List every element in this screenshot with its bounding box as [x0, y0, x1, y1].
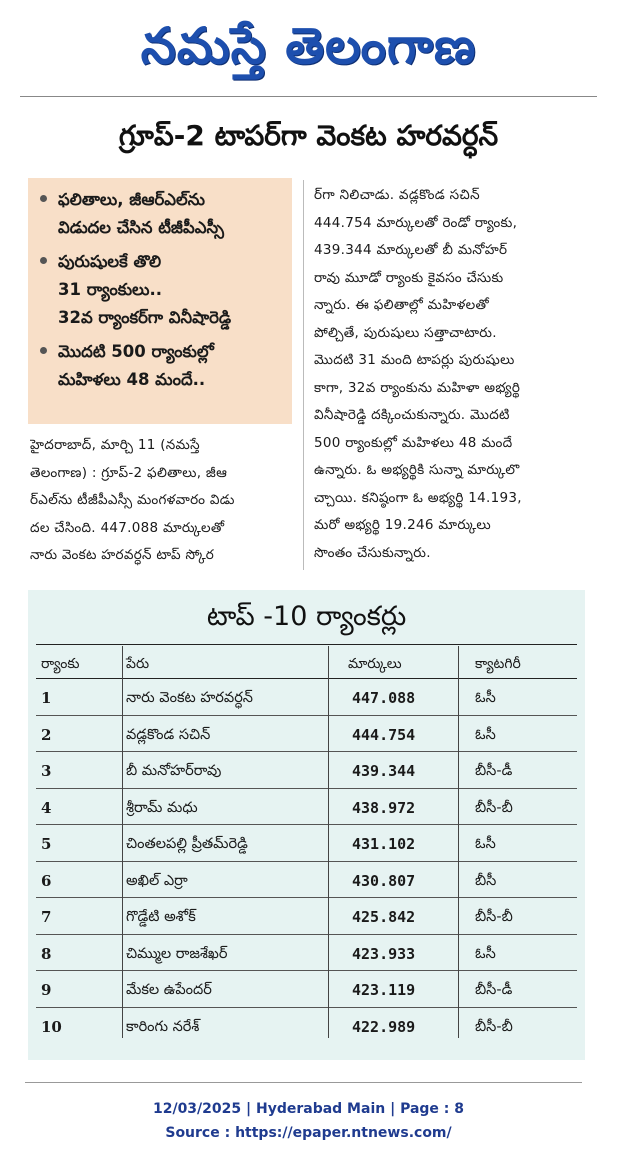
category-cell: బీసీ-డీ	[475, 982, 513, 998]
marks-cell: 425.842	[352, 908, 416, 926]
column-divider	[303, 180, 304, 570]
body-line: ఉన్నారు. ఓ అభ్యర్థికి సున్నా మార్కులొ	[314, 462, 520, 478]
table-row-rule	[36, 788, 577, 789]
name-cell: బీ మనోహర్‌రావు	[126, 763, 222, 779]
body-line: పోల్చితే, పురుషులు సత్తాచాటారు.	[314, 324, 497, 341]
table-column-divider	[458, 646, 459, 1038]
body-line: దల చేసింది. 447.088 మార్కులతో	[30, 519, 225, 536]
body-line: కాగా, 32వ ర్యాంకును మహిళా అభ్యర్థి	[314, 379, 521, 396]
marks-cell: 439.344	[352, 762, 416, 780]
rank-cell: 4	[41, 798, 52, 817]
highlight-line: 32వ ర్యాంకర్‌గా వినీషారెడ్డి	[58, 308, 232, 327]
article-body-right	[314, 182, 599, 567]
masthead-logo: నమస్తే తెలంగాణ	[140, 16, 477, 75]
rank-cell: 3	[41, 762, 52, 780]
table-row-rule	[36, 751, 577, 752]
highlight-item	[40, 248, 284, 332]
category-cell: బీసీ-బీ	[475, 799, 513, 816]
highlights-box	[28, 178, 292, 424]
category-cell: బీసీ-బీ	[475, 909, 513, 925]
body-line: 444.754 మార్కులతో రెండో ర్యాంకు,	[314, 214, 518, 231]
masthead-divider	[20, 96, 597, 97]
name-cell: శ్రీరామ్ మధు	[126, 799, 198, 816]
body-line: సొంతం చేసుకున్నారు.	[314, 544, 431, 561]
body-line: మరో అభ్యర్థి 19.246 మార్కులు	[314, 517, 491, 533]
name-cell: చిమ్ముల రాజశేఖర్	[126, 945, 228, 962]
body-line: వినీషారెడ్డి దక్కించుకున్నారు. మొదటి	[314, 407, 510, 423]
table-row-rule	[36, 897, 577, 898]
bullet-icon	[40, 347, 47, 354]
footer-divider	[25, 1082, 582, 1083]
footer-date-edition: 12/03/2025 | Hyderabad Main | Page : 8	[152, 1101, 465, 1117]
table-column-divider	[122, 646, 123, 1038]
table-header-cell: ర్యాంకు	[41, 656, 80, 672]
category-cell: ఓసీ	[475, 836, 496, 852]
table-row-rule	[36, 1007, 577, 1008]
rank-cell: 10	[41, 1017, 62, 1036]
marks-cell: 430.807	[352, 871, 416, 890]
highlight-line: విడుదల చేసిన టీజీపీఎస్సీ	[58, 218, 225, 237]
body-line: 500 ర్యాంకుల్లో మహిళలు 48 మందే	[314, 434, 513, 451]
table-row-rule	[36, 824, 577, 825]
marks-cell: 423.933	[352, 944, 416, 963]
name-cell: అఖిల్ ఎర్రా	[126, 872, 188, 889]
name-cell: గొడ్డేటి అశోక్	[126, 909, 196, 925]
bullet-icon	[40, 257, 47, 264]
marks-cell: 422.989	[352, 1017, 416, 1036]
highlight-item	[40, 186, 284, 242]
table-header-cell: పేరు	[126, 656, 150, 672]
category-cell: ఓసీ	[475, 726, 496, 743]
name-cell: చింతలపల్లి ప్రీతమ్‌రెడ్డి	[126, 836, 248, 852]
rank-cell: 6	[41, 871, 52, 890]
category-cell: బీసీ-బీ	[475, 1018, 513, 1035]
category-cell: ఓసీ	[475, 690, 496, 706]
name-cell: కారింగు నరేశ్	[126, 1018, 200, 1035]
name-cell: నారు వెంకట హరవర్ధన్	[126, 690, 253, 706]
highlight-line: 31 ర్యాంకులు..	[58, 280, 162, 299]
rank-cell: 1	[41, 689, 52, 707]
table-header-cell: క్యాటగిరీ	[475, 656, 521, 672]
article-body-left	[30, 432, 292, 570]
table-title: టాప్ -10 ర్యాంకర్లు	[206, 601, 407, 632]
category-cell: బీసీ-డీ	[475, 763, 513, 779]
highlight-item	[40, 338, 284, 394]
table-row-rule	[36, 715, 577, 716]
marks-cell: 444.754	[352, 725, 416, 744]
body-line: మొదటి 31 మంది టాపర్లు పురుషులు	[314, 352, 515, 368]
table-top-rule	[36, 644, 577, 645]
marks-cell: 431.102	[352, 835, 416, 853]
table-header-cell: మార్కులు	[348, 656, 402, 672]
category-cell: బీసీ	[475, 872, 497, 889]
body-line: రావు మూడో ర్యాంకు కైవసం చేసుకు	[314, 269, 504, 286]
body-line: చ్చాయి. కనిష్ఠంగా ఓ అభ్యర్థి 14.193,	[314, 489, 522, 506]
table-row-rule	[36, 970, 577, 971]
name-cell: వడ్లకొండ సచిన్	[126, 726, 211, 743]
highlight-line: మహిళలు 48 మందే..	[58, 370, 206, 389]
rank-cell: 2	[41, 725, 52, 744]
body-line: నారు వెంకట హరవర్ధన్ టాప్ స్కోర	[30, 547, 214, 563]
table-row-rule	[36, 861, 577, 862]
table-row-rule	[36, 934, 577, 935]
name-cell: మేకల ఉపేందర్	[126, 982, 212, 998]
marks-cell: 423.119	[352, 981, 416, 999]
article-headline: గ్రూప్-2 టాపర్‌గా వెంకట హరవర్ధన్	[118, 119, 499, 152]
marks-cell: 447.088	[352, 689, 416, 707]
bullet-icon	[40, 195, 47, 202]
footer-source: Source : https://epaper.ntnews.com/	[165, 1125, 452, 1141]
rank-cell: 9	[41, 981, 52, 999]
highlight-line: మొదటి 500 ర్యాంకుల్లో	[58, 342, 214, 361]
category-cell: ఓసీ	[475, 945, 496, 962]
marks-cell: 438.972	[352, 798, 416, 817]
rank-cell: 8	[41, 944, 52, 963]
highlight-line: పురుషులకే తొలి	[58, 252, 162, 271]
body-line: న్నారు. ఈ ఫలితాల్లో మహిళలతో	[314, 297, 490, 313]
rank-cell: 7	[41, 908, 52, 926]
body-line: హైదరాబాద్, మార్చి 11 (నమస్తే	[30, 437, 200, 453]
table-header-rule	[36, 678, 577, 679]
body-line: 439.344 మార్కులతో బీ మనోహర్	[314, 242, 508, 258]
rank-cell: 5	[41, 835, 52, 853]
body-line: తెలంగాణ) : గ్రూప్-2 ఫలితాలు, జీఆ	[30, 464, 228, 481]
highlight-line: ఫలితాలు, జీఆర్ఎల్‌ను	[58, 190, 206, 209]
body-line: ర్‌గా నిలిచాడు. వడ్లకొండ సచిన్	[314, 187, 480, 203]
top-10-rankers-table	[28, 590, 585, 1060]
body-line: ర్ఎల్‌ను టీజీపీఎస్సీ మంగళవారం విడు	[30, 492, 235, 508]
table-column-divider	[328, 646, 329, 1038]
